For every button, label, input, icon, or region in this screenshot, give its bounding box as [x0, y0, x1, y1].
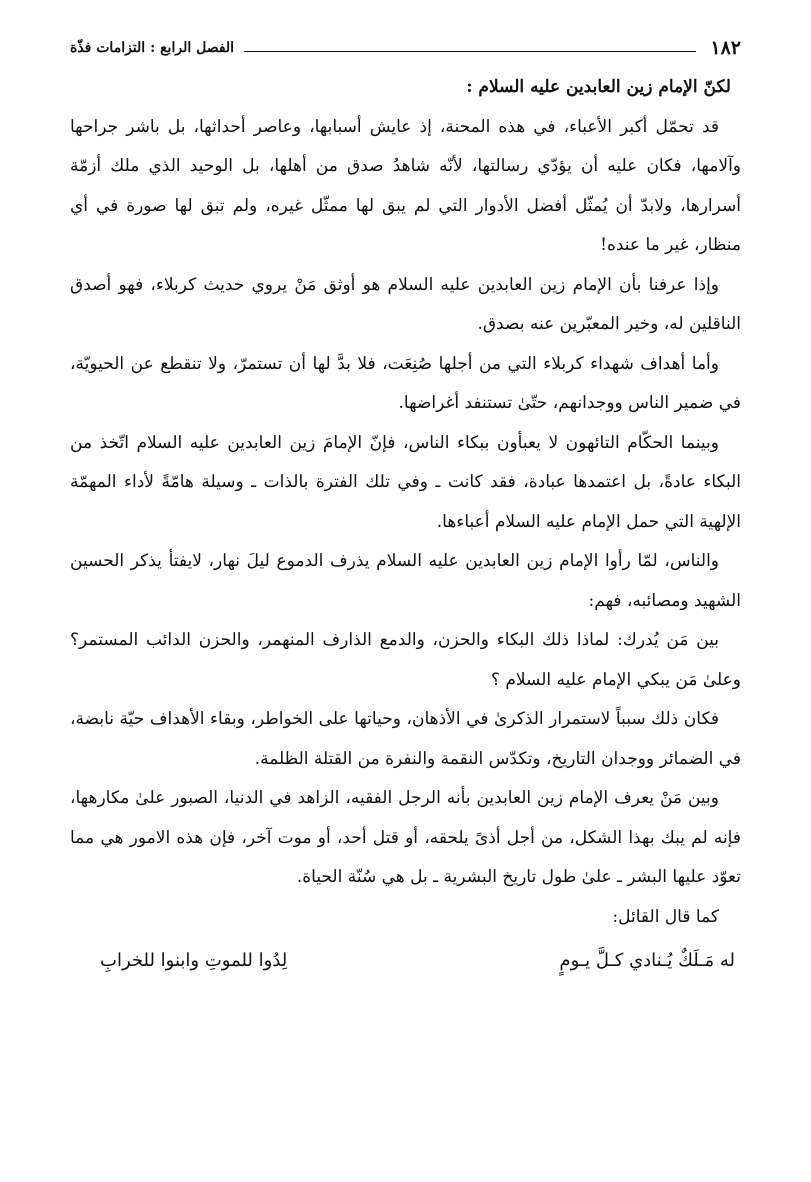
paragraph: قد تحمّل أكبر الأعباء، في هذه المحنة، إذ عايش أسبابها، وعاصر أحداثها، بل باشر جراحها وآلامها، فكان عليه أن يؤدّي رسالتها، لأنّه شاهدُ صدق من أهلها، بل الوحيد الذي ملك أزمّة أسرارها، ولابدّ أن يُمثّل أفضل الأدوار التي لم يبق لها ممثّل غيره، ولم تبق لها صورة في أي منظار، غير ما عنده! [70, 116, 741, 255]
verse-second-hemistich: لِدُوا للموتِ وابنوا للخرابِ [100, 950, 288, 971]
header-rule [244, 51, 696, 52]
running-header [70, 36, 741, 60]
page-number: ١٨٢ [710, 37, 741, 59]
verse-first-hemistich: له مَـلَكٌ يُـنادي كـلَّ يـومٍ [559, 950, 735, 971]
paragraph: وإذا عرفنا بأن الإمام زين العابدين عليه السلام هو أوثق مَنْ يروي حديث كربلاء، فهو أصدق الناقلين له، وخير المعبّرين عنه بصدق. [70, 274, 741, 334]
body-text [70, 68, 741, 983]
paragraph: وأما أهداف شهداء كربلاء التي من أجلها صُنِعَت، فلا بدَّ لها أن تستمرّ، ولا تنقطع عن الحيويّة، في ضمير الناس ووجدانهم، حتّىٰ تستنفد أغراضها. [70, 353, 741, 413]
paragraph: وبينما الحكّام التائهون لا يعبأون ببكاء الناس، فإنّ الإمامَ زين العابدين عليه السلام اتّخذ من البكاء عادةً، بل اعتمدها عبادة، فقد كانت ـ وفي تلك الفترة بالذات ـ وسيلة هامّةً لأداء المهمّة الإلهية التي حمل الإمام عليه السلام أعباءها. [70, 432, 741, 532]
chapter-title: الفصل الرابع : التزامات فذّة [70, 40, 235, 56]
section-heading: لكنّ الإمام زين العابدين عليه السلام : [466, 77, 731, 97]
poem-verse [70, 939, 741, 983]
paragraph: والناس، لمّا رأوا الإمام زين العابدين عليه السلام يذرف الدموع ليلَ نهار، لايفتأ يذكر الحسين الشهيد ومصائبه، فهم: [70, 551, 741, 611]
paragraph: فكان ذلك سبباً لاستمرار الذكرىٰ في الأذهان، وحياتها على الخواطر، وبقاء الأهداف حيّة نابضة، في الضمائر ووجدان التاريخ، وتكدّس النقمة والنفرة من القتلة الظلمة. [70, 709, 741, 769]
poem-intro: كما قال القائل: [612, 906, 719, 927]
paragraph: وبين مَنْ يعرف الإمام زين العابدين بأنه الرجل الفقيه، الزاهد في الدنيا، الصبور علىٰ مكارهها، فإنه لم يبك بهذا الشكل، من أجل أذىً يلحقه، أو قتل أحد، أو موت آخر، فإن هذه الامور هي مما تعوّد عليها البشر ـ علىٰ طول تاريخ البشرية ـ بل هي سُنّة الحياة. [70, 788, 741, 887]
paragraph: بين مَن يُدرك: لماذا ذلك البكاء والحزن، والدمع الذارف المنهمر، والحزن الدائب المستمر؟ وعلىٰ مَن يبكي الإمام عليه السلام ؟ [70, 630, 741, 690]
